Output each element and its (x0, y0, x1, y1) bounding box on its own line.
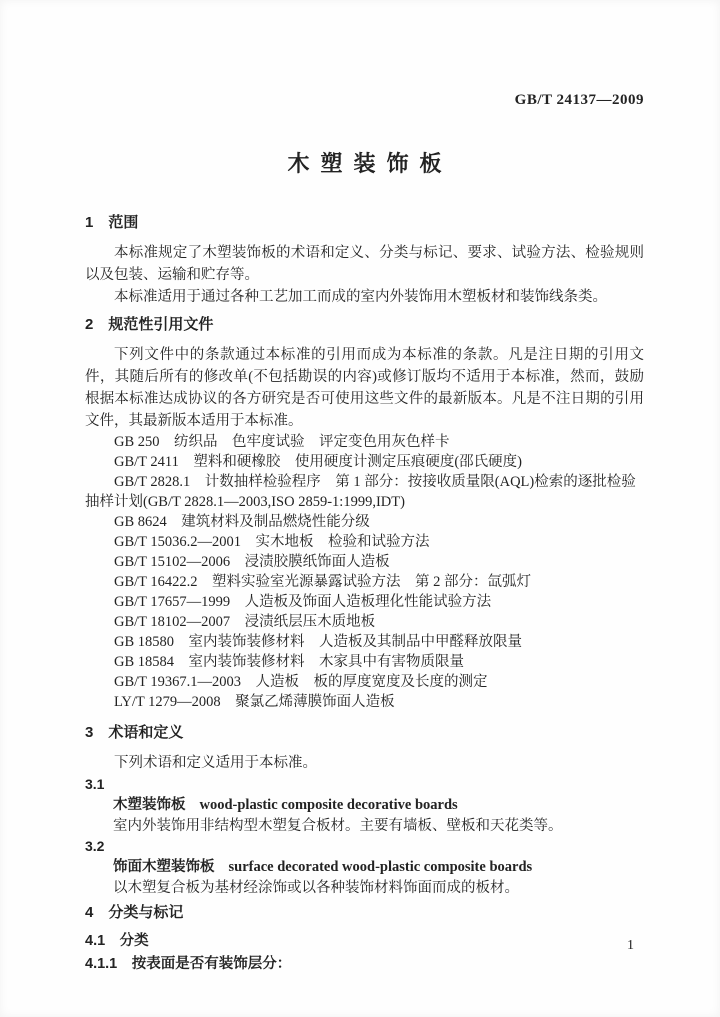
term-3-1-definition: 室内外装饰用非结构型木塑复合板材。主要有墙板、壁板和天花类等。 (113, 818, 563, 834)
page-number: 1 (627, 938, 634, 953)
reference-item: GB/T 15102—2006 浸渍胶膜纸饰面人造板 (114, 554, 390, 570)
section-4-1-heading: 4.1 分类 (85, 933, 149, 949)
reference-item: GB/T 2828.1 计数抽样检验程序 第 1 部分：按接收质量限(AQL)检索的逐批检验抽样计划(GB/T 2828.1—2003,ISO 2859-1:1999,IDT) (85, 474, 636, 510)
document-title: 木塑装饰板 (287, 151, 453, 176)
reference-item: LY/T 1279—2008 聚氯乙烯薄膜饰面人造板 (114, 694, 395, 710)
reference-item: GB 18580 室内装饰装修材料 人造板及其制品中甲醛释放限量 (114, 634, 523, 650)
reference-item: GB/T 19367.1—2003 人造板 板的厚度宽度及长度的测定 (114, 674, 488, 690)
term-3-1-entry (85, 794, 644, 816)
term-3-2-entry (85, 856, 644, 878)
term-3-1-number: 3.1 (85, 776, 105, 792)
page-content (85, 0, 644, 973)
section-2-heading: 2 规范性引用文件 (85, 316, 214, 333)
section-4-heading: 4 分类与标记 (85, 904, 184, 921)
reference-item: GB 18584 室内装饰装修材料 木家具中有害物质限量 (114, 654, 465, 670)
scope-paragraph-1: 本标准规定了木塑装饰板的术语和定义、分类与标记、要求、试验方法、检验规则以及包装、运输和贮存等。 (85, 245, 644, 283)
reference-item: GB 8624 建筑材料及制品燃烧性能分级 (114, 514, 370, 530)
standard-number: GB/T 24137—2009 (514, 92, 644, 108)
normative-references-intro: 下列文件中的条款通过本标准的引用而成为本标准的条款。凡是注日期的引用文件，其随后所有的修改单(不包括勘误的内容)或修订版均不适用于本标准，然而，鼓励根据本标准达成协议的各方研究是否可使用这些文件的最新版本。凡是不注日期的引用文件，其最新版本适用于本标准。 (85, 347, 644, 429)
term-3-2-number: 3.2 (85, 838, 105, 854)
reference-item: GB/T 15036.2—2001 实木地板 检验和试验方法 (114, 534, 430, 550)
reference-list (85, 432, 644, 712)
section-1-heading: 1 范围 (85, 214, 139, 231)
scope-paragraph-2: 本标准适用于通过各种工艺加工而成的室内外装饰用木塑板材和装饰线条类。 (114, 289, 607, 305)
term-3-2-english: surface decorated wood-plastic composite boards (228, 859, 533, 875)
reference-item: GB/T 2411 塑料和硬橡胶 使用硬度计测定压痕硬度(邵氏硬度) (114, 454, 523, 470)
term-3-1-name: 木塑装饰板 (113, 797, 186, 813)
terms-intro: 下列术语和定义适用于本标准。 (114, 755, 317, 771)
reference-item: GB 250 纺织品 色牢度试验 评定变色用灰色样卡 (114, 434, 450, 450)
term-3-2-name: 饰面木塑装饰板 (113, 859, 215, 875)
reference-item: GB/T 18102—2007 浸渍纸层压木质地板 (114, 614, 376, 630)
section-3-heading: 3 术语和定义 (85, 724, 184, 741)
term-3-2-definition: 以木塑复合板为基材经涂饰或以各种装饰材料饰面而成的板材。 (113, 880, 519, 896)
reference-item: GB/T 17657—1999 人造板及饰面人造板理化性能试验方法 (114, 594, 492, 610)
section-4-1-1-heading: 4.1.1 按表面是否有装饰层分： (85, 956, 292, 972)
term-3-1-english: wood-plastic composite decorative boards (199, 797, 458, 813)
reference-item: GB/T 16422.2 塑料实验室光源暴露试验方法 第 2 部分：氙弧灯 (114, 574, 532, 590)
